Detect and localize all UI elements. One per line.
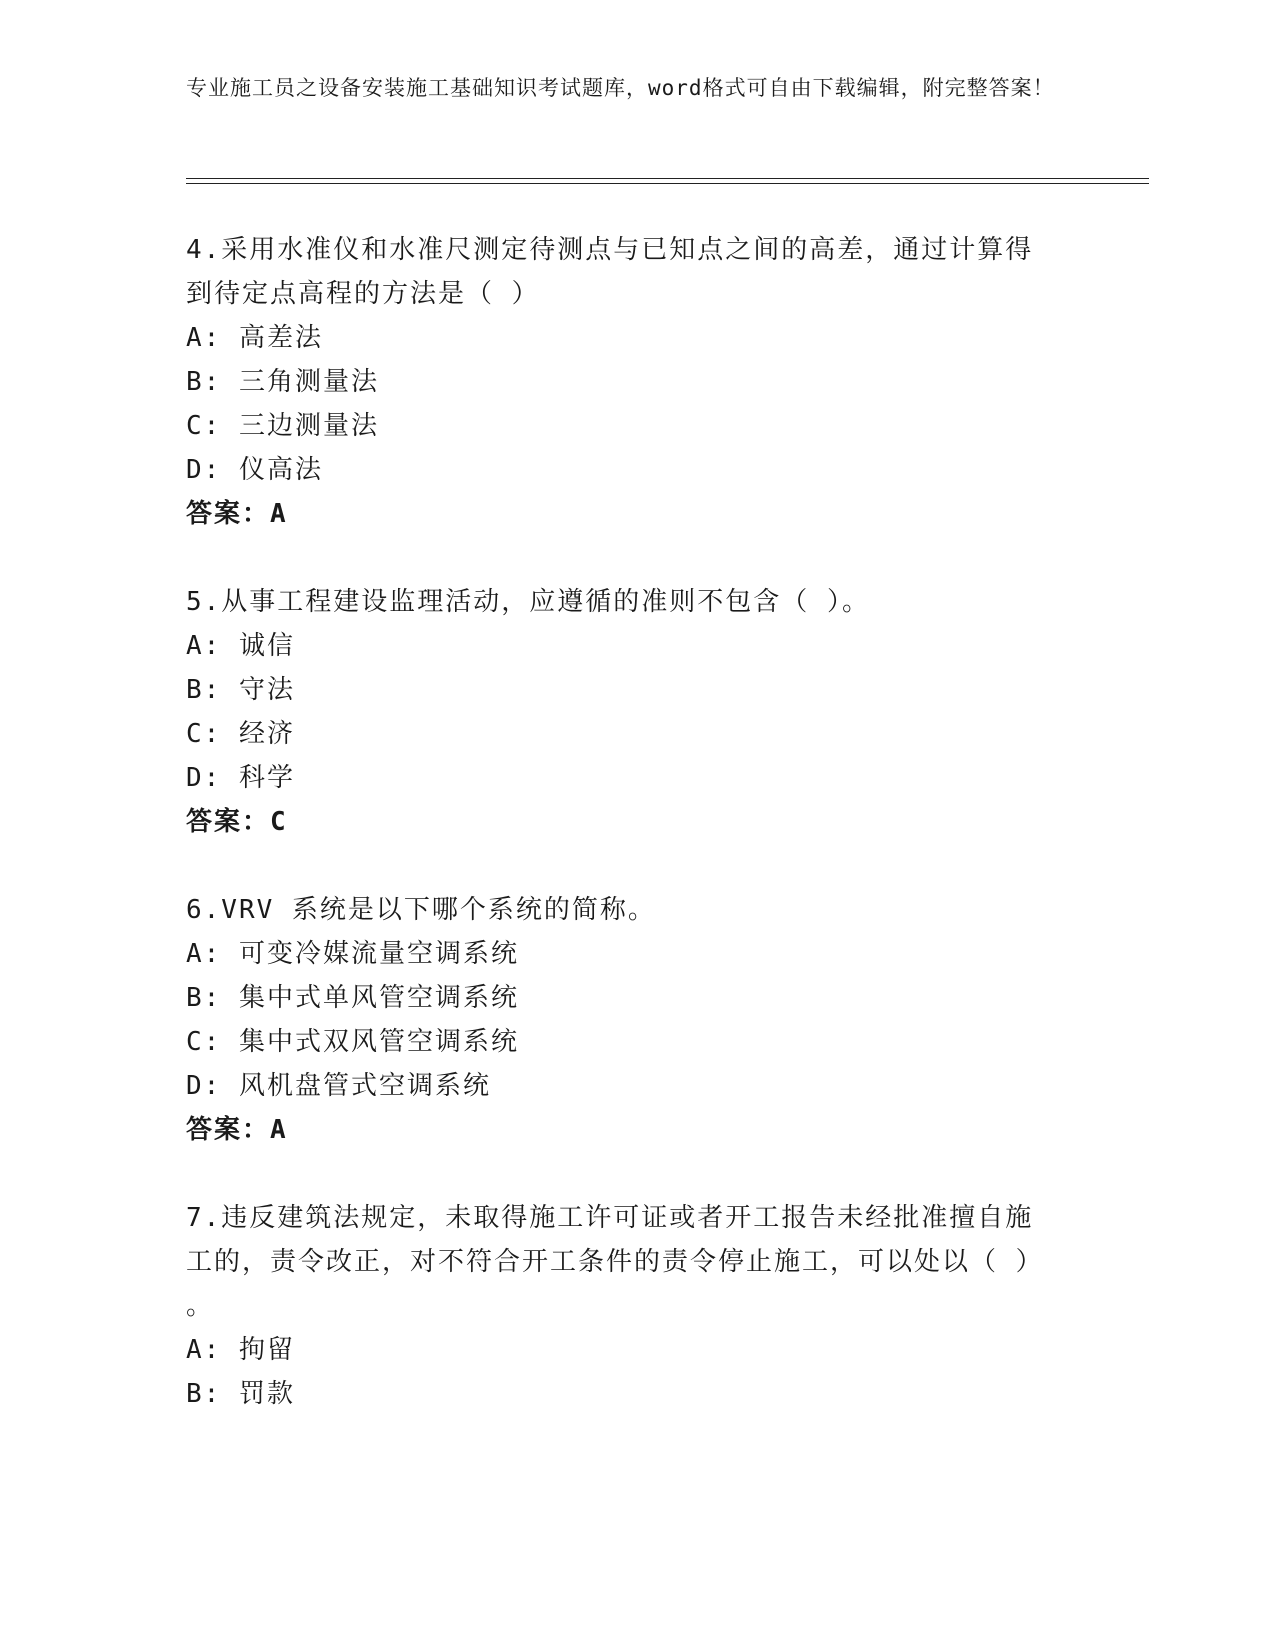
question-6-option-a: A: 可变冷媒流量空调系统: [186, 939, 519, 969]
header-divider-bottom: [186, 183, 1149, 184]
question-7-option-a: A: 拘留: [186, 1335, 295, 1365]
question-6-option-c: C: 集中式双风管空调系统: [186, 1027, 519, 1057]
question-5-option-d: D: 科学: [186, 763, 295, 793]
question-7-option-b: B: 罚款: [186, 1379, 295, 1409]
question-7-stem-line-1: 7.违反建筑法规定，未取得施工许可证或者开工报告未经批准擅自施: [186, 1203, 1034, 1233]
question-6-answer: 答案：A: [186, 1115, 288, 1145]
question-7-stem-line-3: 。: [186, 1291, 215, 1321]
question-4-answer: 答案：A: [186, 499, 288, 529]
question-4-option-c: C: 三边测量法: [186, 411, 379, 441]
question-5-answer: 答案：C: [186, 807, 288, 837]
question-4-option-d: D: 仪高法: [186, 455, 323, 485]
question-5-option-a: A: 诚信: [186, 631, 295, 661]
question-4-stem-line-2: 到待定点高程的方法是（ ）: [186, 279, 540, 309]
question-6-option-b: B: 集中式单风管空调系统: [186, 983, 519, 1013]
question-5-option-c: C: 经济: [186, 719, 295, 749]
document-header-text: 专业施工员之设备安装施工基础知识考试题库，word格式可自由下载编辑，附完整答案！: [186, 76, 1055, 100]
header-divider-top: [186, 178, 1149, 179]
question-6-stem-line-1: 6.VRV 系统是以下哪个系统的简称。: [186, 895, 656, 925]
question-4-option-a: A: 高差法: [186, 323, 323, 353]
question-4-stem-line-1: 4.采用水准仪和水准尺测定待测点与已知点之间的高差，通过计算得: [186, 235, 1034, 265]
question-4-option-b: B: 三角测量法: [186, 367, 379, 397]
question-6-option-d: D: 风机盘管式空调系统: [186, 1071, 491, 1101]
question-7-stem-line-2: 工的，责令改正，对不符合开工条件的责令停止施工，可以处以（ ）: [186, 1247, 1044, 1277]
question-5-option-b: B: 守法: [186, 675, 295, 705]
question-5-stem-line-1: 5.从事工程建设监理活动，应遵循的准则不包含（ ）。: [186, 587, 870, 617]
